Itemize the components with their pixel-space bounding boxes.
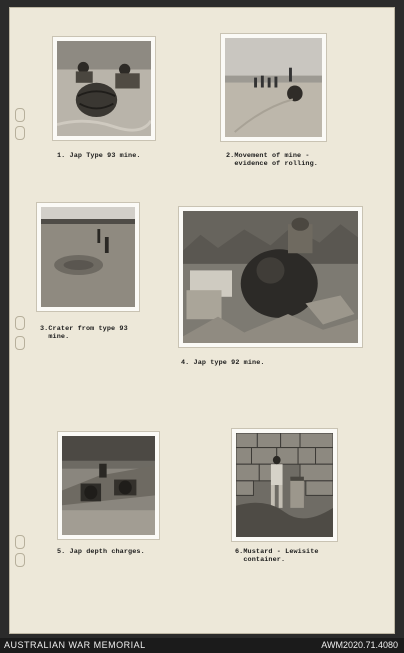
caption-1: 1. Jap Type 93 mine. bbox=[57, 152, 141, 160]
binder-hole bbox=[15, 535, 25, 549]
photo-type-93-mine bbox=[53, 37, 155, 140]
binder-hole bbox=[15, 336, 25, 350]
binder-hole bbox=[15, 108, 25, 122]
binder-hole bbox=[15, 553, 25, 567]
caption-3: 3.Crater from type 93 mine. bbox=[40, 325, 128, 341]
caption-6: 6.Mustard - Lewisite container. bbox=[235, 548, 319, 564]
footer-bar bbox=[0, 638, 404, 653]
accession-number: AWM2020.71.4080 bbox=[321, 640, 398, 650]
caption-4: 4. Jap type 92 mine. bbox=[181, 359, 265, 367]
institution-name: AUSTRALIAN WAR MEMORIAL bbox=[4, 640, 146, 650]
photo-crater bbox=[37, 203, 139, 311]
photo-type-92-mine bbox=[179, 207, 362, 347]
caption-2: 2.Movement of mine - evidence of rolling. bbox=[226, 152, 318, 168]
photo-mustard-lewisite-container bbox=[232, 429, 337, 541]
photo-depth-charges bbox=[58, 432, 159, 539]
photo-mine-movement bbox=[221, 34, 326, 141]
binder-hole bbox=[15, 126, 25, 140]
caption-5: 5. Jap depth charges. bbox=[57, 548, 145, 556]
binder-hole bbox=[15, 316, 25, 330]
